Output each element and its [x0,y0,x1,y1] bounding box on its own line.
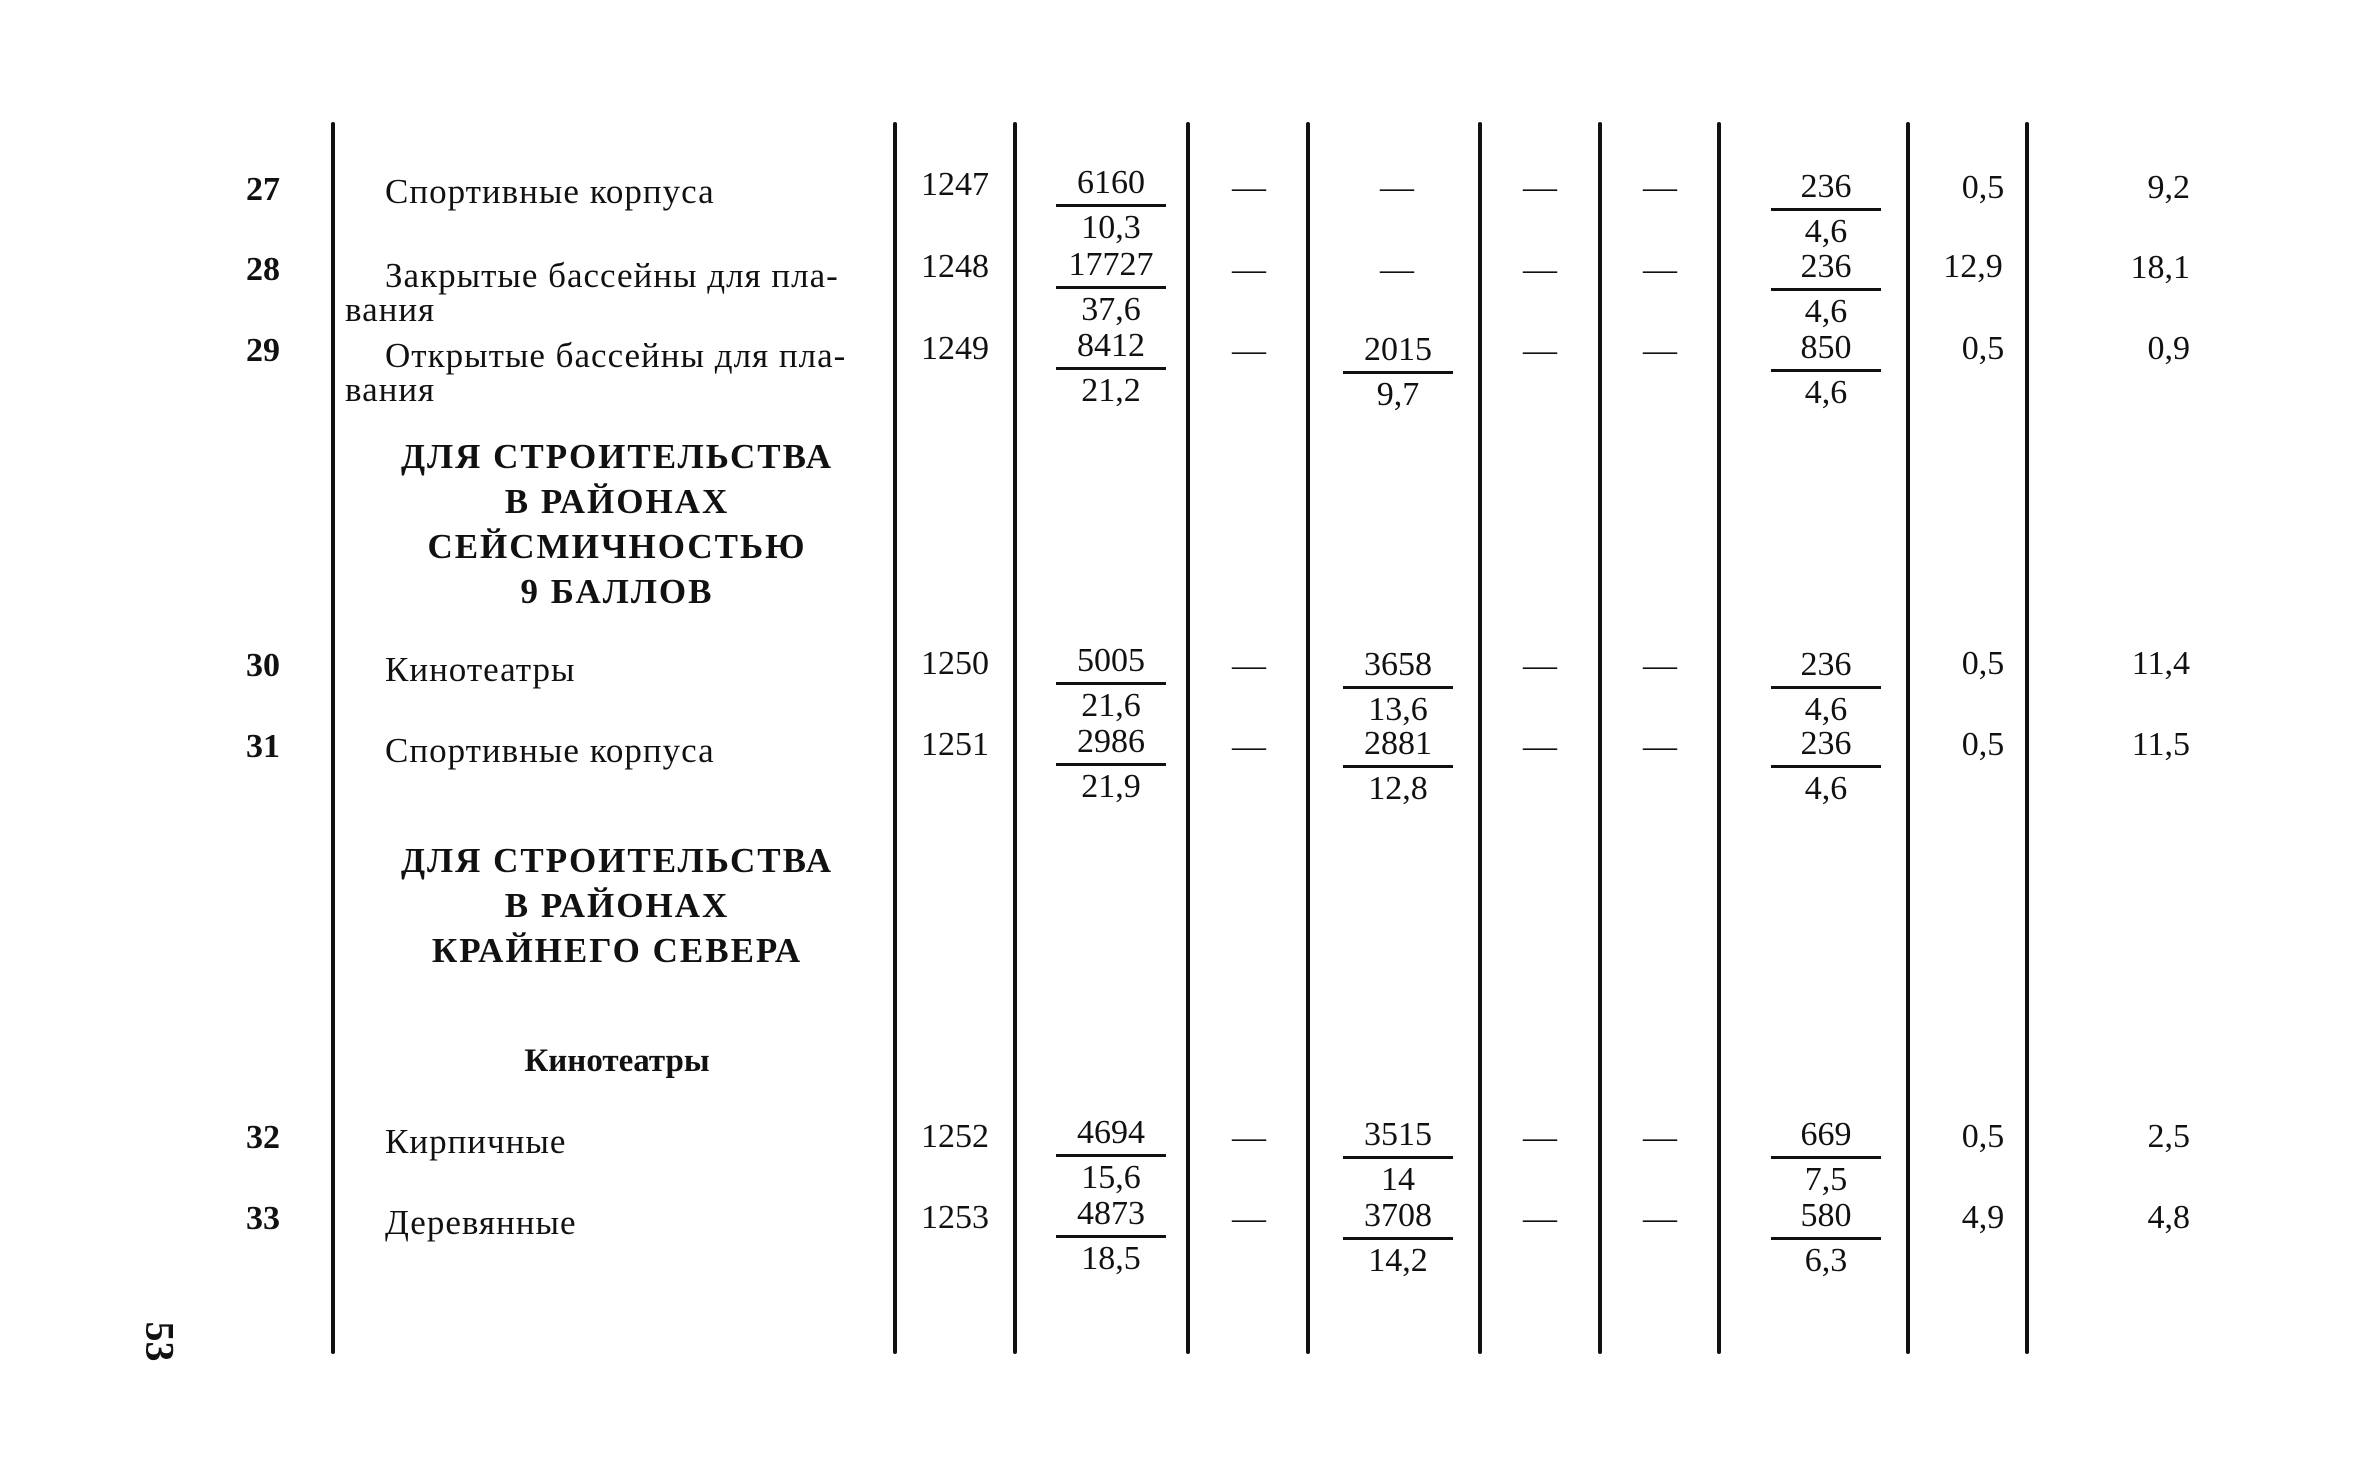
fraction-denominator: 18,5 [1081,1240,1141,1277]
row-number: 30 [246,647,280,684]
fraction-numerator: 17727 [1056,246,1166,289]
fraction-numerator: 8412 [1056,327,1166,370]
item-name-continuation: вания [345,290,436,329]
empty-dash: — [1643,1200,1677,1237]
value-cell: 11,4 [2131,645,2190,682]
fraction-denominator: 4,6 [1804,293,1848,330]
value-cell: 0,9 [2147,330,2190,367]
item-code: 1251 [921,726,989,763]
fraction-denominator: 12,8 [1368,770,1428,807]
fraction-value [1771,646,1881,729]
fraction-value [1056,327,1166,410]
fraction-denominator: 4,6 [1804,691,1848,728]
value-cell: 4,9 [1961,1199,2005,1236]
fraction-denominator: 21,2 [1081,372,1141,409]
value-cell: 0,5 [1961,645,2005,682]
empty-dash: — [1523,1200,1557,1237]
fraction-numerator: 580 [1771,1197,1881,1240]
item-code: 1250 [921,645,989,682]
item-name: Кирпичные [385,1122,567,1161]
empty-dash: — [1523,251,1557,288]
fraction-denominator: 9,7 [1376,376,1420,413]
fraction-value [1056,164,1166,247]
fraction-numerator: 236 [1771,168,1881,211]
item-name: Закрытые бассейны для пла- [385,256,839,295]
fraction-denominator: 13,6 [1368,691,1428,728]
item-code: 1247 [921,166,989,203]
fraction-value [1056,723,1166,806]
item-name: Деревянные [385,1203,577,1242]
item-code: 1252 [921,1118,989,1155]
fraction-denominator: 4,6 [1804,213,1848,250]
value-cell: 0,5 [1961,1118,2005,1155]
fraction-value [1771,329,1881,412]
column-rule [331,122,335,1354]
column-rule [1906,122,1910,1354]
fraction-denominator: 37,6 [1081,291,1141,328]
row-number: 33 [246,1200,280,1237]
section-heading-line: 9 БАЛЛОВ [520,572,714,611]
fraction-value [1771,168,1881,251]
fraction-value [1343,1116,1453,1199]
fraction-value [1343,646,1453,729]
fraction-denominator: 15,6 [1081,1159,1141,1196]
subsection-heading: Кинотеатры [524,1043,710,1079]
fraction-value [1343,725,1453,808]
fraction-numerator: 236 [1771,248,1881,291]
row-number: 32 [246,1119,280,1156]
fraction-denominator: 21,6 [1081,687,1141,724]
fraction-value [1056,1114,1166,1197]
fraction-numerator: 236 [1771,646,1881,689]
fraction-numerator: 2015 [1343,331,1453,374]
empty-dash: — [1232,251,1266,288]
fraction-numerator: 4873 [1056,1195,1166,1238]
row-number: 31 [246,728,280,765]
value-cell: 0,5 [1961,330,2005,367]
fraction-denominator: 14,2 [1368,1242,1428,1279]
empty-dash: — [1232,169,1266,206]
section-heading-line: В РАЙОНАХ [504,482,730,521]
fraction-value [1771,248,1881,331]
empty-dash: — [1232,1200,1266,1237]
empty-dash: — [1523,728,1557,765]
fraction-numerator: 850 [1771,329,1881,372]
empty-dash: — [1643,647,1677,684]
fraction-value [1343,1197,1453,1280]
fraction-numerator: 669 [1771,1116,1881,1159]
fraction-denominator: 4,6 [1804,770,1848,807]
section-heading-line: В РАЙОНАХ [504,886,730,925]
empty-dash: — [1643,251,1677,288]
section-heading-line: ДЛЯ СТРОИТЕЛЬСТВА [400,437,834,476]
empty-dash: — [1232,332,1266,369]
item-name-continuation: вания [345,370,436,409]
column-rule [1013,122,1017,1354]
empty-dash: — [1380,169,1414,206]
fraction-numerator: 3658 [1343,646,1453,689]
item-name: Спортивные корпуса [385,172,715,211]
fraction-numerator: 3515 [1343,1116,1453,1159]
fraction-denominator: 14 [1381,1161,1415,1198]
fraction-value [1771,1197,1881,1280]
value-cell: 9,2 [2147,169,2190,206]
fraction-numerator: 5005 [1056,642,1166,685]
item-code: 1253 [921,1199,989,1236]
row-number: 27 [246,171,280,208]
fraction-value [1056,642,1166,725]
page-number: 53 [137,1321,183,1362]
row-number: 29 [246,332,280,369]
fraction-value [1771,1116,1881,1199]
empty-dash: — [1232,647,1266,684]
fraction-numerator: 4694 [1056,1114,1166,1157]
fraction-numerator: 2881 [1343,725,1453,768]
fraction-denominator: 4,6 [1804,374,1848,411]
item-code: 1249 [921,330,989,367]
fraction-numerator: 236 [1771,725,1881,768]
fraction-value [1771,725,1881,808]
item-name: Открытые бассейны для пла- [385,336,847,375]
fraction-value [1056,246,1166,329]
item-code: 1248 [921,248,989,285]
value-cell: 18,1 [2130,249,2190,286]
empty-dash: — [1232,728,1266,765]
section-heading-north [332,838,902,973]
item-name: Спортивные корпуса [385,731,715,770]
column-rule [893,122,897,1354]
value-cell: 4,8 [2147,1199,2190,1236]
empty-dash: — [1232,1119,1266,1156]
value-cell: 2,5 [2147,1118,2190,1155]
fraction-denominator: 21,9 [1081,768,1141,805]
empty-dash: — [1643,169,1677,206]
empty-dash: — [1523,332,1557,369]
fraction-numerator: 3708 [1343,1197,1453,1240]
section-heading-line: ДЛЯ СТРОИТЕЛЬСТВА [400,841,834,880]
empty-dash: — [1523,647,1557,684]
value-cell: 11,5 [2131,726,2190,763]
fraction-denominator: 10,3 [1081,209,1141,246]
empty-dash: — [1643,1119,1677,1156]
item-name: Кинотеатры [385,650,576,689]
fraction-value [1056,1195,1166,1278]
empty-dash: — [1523,1119,1557,1156]
section-heading-line: СЕЙСМИЧНОСТЬЮ [427,527,807,566]
fraction-denominator: 6,3 [1804,1242,1848,1279]
empty-dash: — [1643,728,1677,765]
fraction-numerator: 6160 [1056,164,1166,207]
row-number: 28 [246,251,280,288]
section-heading-line: КРАЙНЕГО СЕВЕРА [431,931,803,970]
empty-dash: — [1380,251,1414,288]
value-cell: 0,5 [1961,169,2005,206]
fraction-value [1343,331,1453,414]
empty-dash: — [1643,332,1677,369]
empty-dash: — [1523,169,1557,206]
fraction-numerator: 2986 [1056,723,1166,766]
value-cell: 0,5 [1961,726,2005,763]
section-heading-seismic [332,434,902,614]
value-cell: 12,9 [1943,248,2003,285]
fraction-denominator: 7,5 [1804,1161,1848,1198]
